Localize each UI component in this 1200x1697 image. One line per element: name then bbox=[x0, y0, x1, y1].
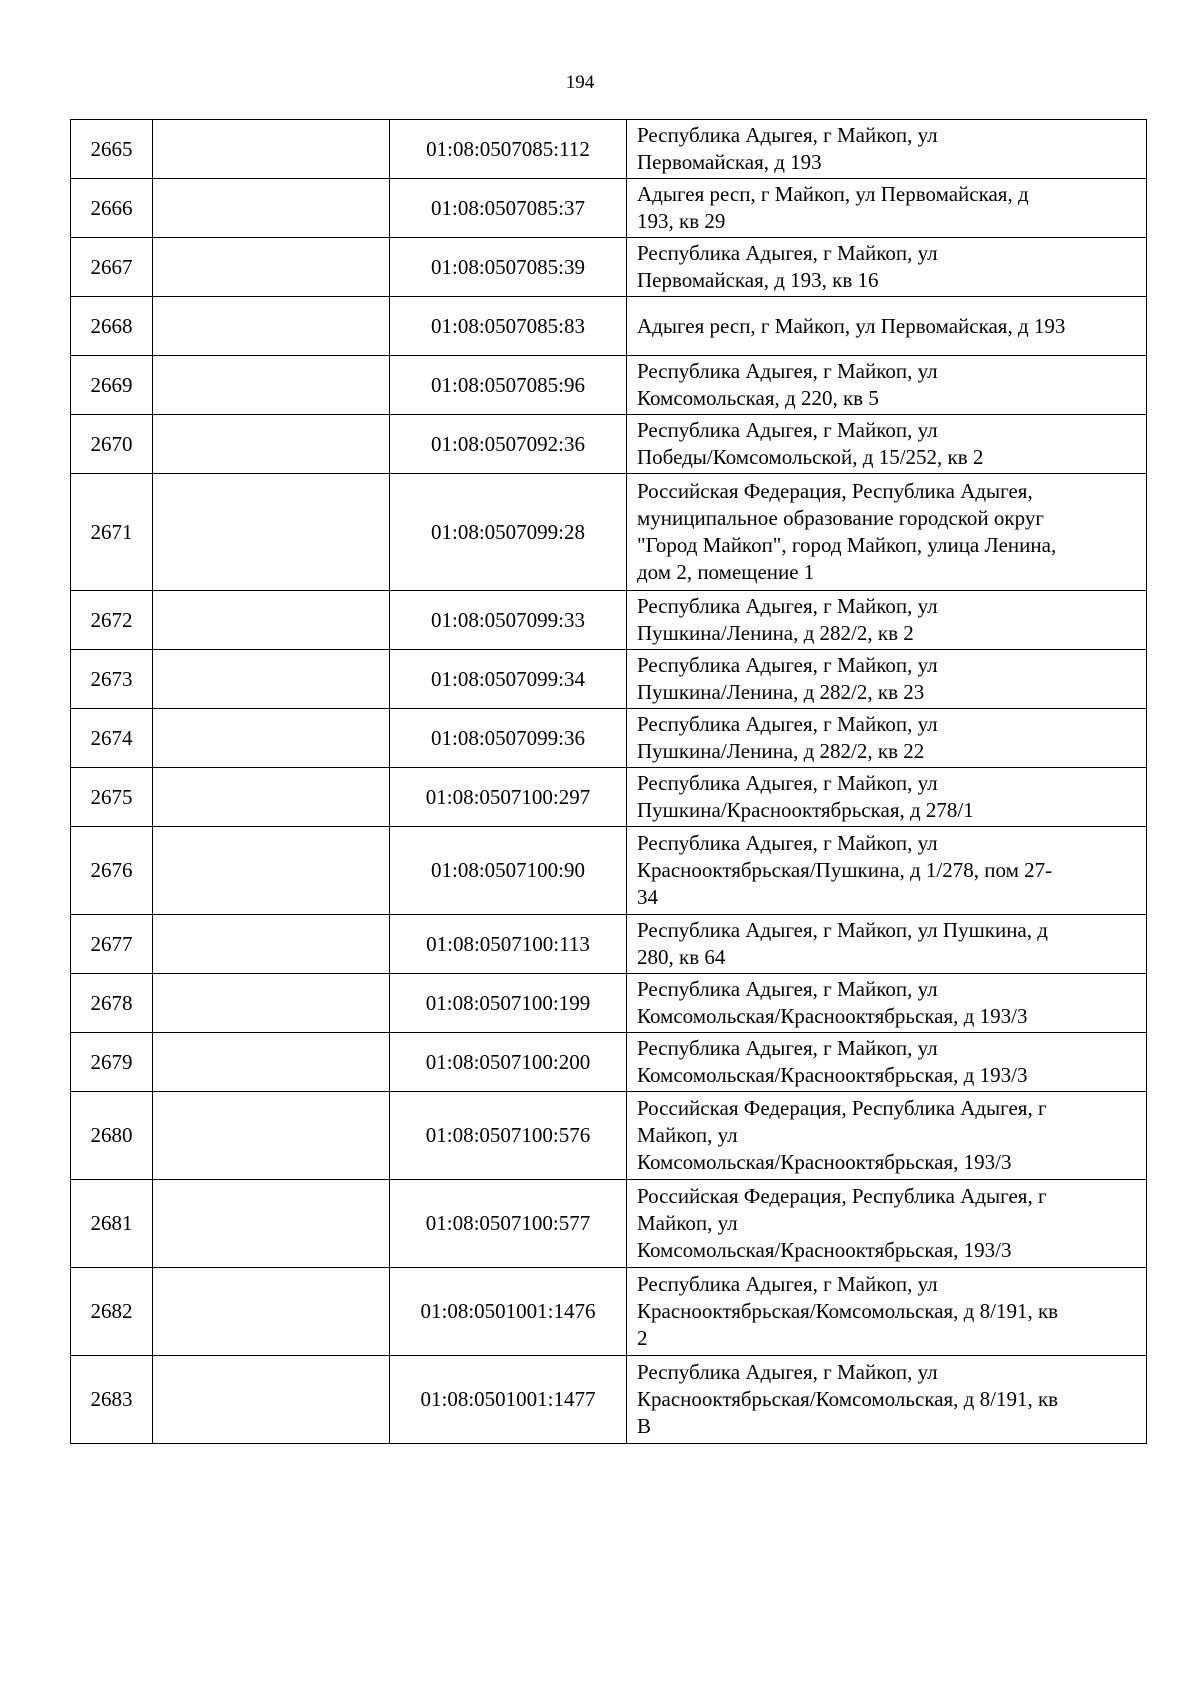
empty-cell bbox=[153, 415, 390, 474]
table-row bbox=[71, 1092, 1147, 1180]
address-line: Российская Федерация, Республика Адыгея, bbox=[637, 479, 1033, 503]
row-number-cell: 2668 bbox=[71, 297, 153, 356]
address-line: Пушкина/Ленина, д 282/2, кв 22 bbox=[637, 739, 925, 763]
row-number-cell: 2677 bbox=[71, 915, 153, 974]
empty-cell bbox=[153, 709, 390, 768]
address-line: 2 bbox=[637, 1326, 648, 1350]
address-cell bbox=[627, 1268, 1147, 1356]
cadastral-number-cell: 01:08:0507085:112 bbox=[390, 120, 627, 179]
row-number-cell: 2667 bbox=[71, 238, 153, 297]
row-number-cell: 2671 bbox=[71, 474, 153, 591]
cadastral-number-cell: 01:08:0501001:1476 bbox=[390, 1268, 627, 1356]
table-row bbox=[71, 179, 1147, 238]
table-row bbox=[71, 974, 1147, 1033]
address-line: Республика Адыгея, г Майкоп, ул bbox=[637, 771, 938, 795]
cadastral-number-cell: 01:08:0507085:96 bbox=[390, 356, 627, 415]
address-line: Майкоп, ул bbox=[637, 1211, 738, 1235]
row-number-cell: 2681 bbox=[71, 1180, 153, 1268]
address-cell bbox=[627, 1033, 1147, 1092]
table-row bbox=[71, 650, 1147, 709]
empty-cell bbox=[153, 474, 390, 591]
address-line: муниципальное образование городской округ bbox=[637, 506, 1044, 530]
address-line: Российская Федерация, Республика Адыгея, г bbox=[637, 1096, 1047, 1120]
table-row bbox=[71, 474, 1147, 591]
address-cell bbox=[627, 827, 1147, 915]
address-line: Республика Адыгея, г Майкоп, ул bbox=[637, 418, 938, 442]
row-number-cell: 2665 bbox=[71, 120, 153, 179]
address-line: Пушкина/Краснооктябрьская, д 278/1 bbox=[637, 798, 974, 822]
empty-cell bbox=[153, 179, 390, 238]
address-line: Майкоп, ул bbox=[637, 1123, 738, 1147]
registry-table-body bbox=[71, 120, 1147, 1444]
table-row bbox=[71, 1180, 1147, 1268]
address-line: Победы/Комсомольской, д 15/252, кв 2 bbox=[637, 445, 984, 469]
empty-cell bbox=[153, 1268, 390, 1356]
address-line: Республика Адыгея, г Майкоп, ул bbox=[637, 241, 938, 265]
address-line: Краснооктябрьская/Комсомольская, д 8/191, кв bbox=[637, 1299, 1059, 1323]
address-line: В bbox=[637, 1414, 652, 1438]
address-line: Республика Адыгея, г Майкоп, ул bbox=[637, 594, 938, 618]
table-row bbox=[71, 238, 1147, 297]
cadastral-number-cell: 01:08:0507100:577 bbox=[390, 1180, 627, 1268]
address-cell bbox=[627, 709, 1147, 768]
table-row bbox=[71, 356, 1147, 415]
empty-cell bbox=[153, 1356, 390, 1444]
empty-cell bbox=[153, 1180, 390, 1268]
address-line: "Город Майкоп", город Майкоп, улица Ленина, bbox=[637, 533, 1057, 557]
address-cell bbox=[627, 179, 1147, 238]
address-line: Республика Адыгея, г Майкоп, ул bbox=[637, 1360, 938, 1384]
address-line: Республика Адыгея, г Майкоп, ул bbox=[637, 831, 938, 855]
address-line: Республика Адыгея, г Майкоп, ул bbox=[637, 977, 938, 1001]
table-row bbox=[71, 1356, 1147, 1444]
address-cell bbox=[627, 238, 1147, 297]
row-number-cell: 2672 bbox=[71, 591, 153, 650]
row-number-cell: 2680 bbox=[71, 1092, 153, 1180]
empty-cell bbox=[153, 974, 390, 1033]
cadastral-number-cell: 01:08:0507085:39 bbox=[390, 238, 627, 297]
address-line: Комсомольская/Краснооктябрьская, 193/3 bbox=[637, 1150, 1012, 1174]
address-cell bbox=[627, 1092, 1147, 1180]
cadastral-number-cell: 01:08:0507100:200 bbox=[390, 1033, 627, 1092]
row-number-cell: 2683 bbox=[71, 1356, 153, 1444]
row-number-cell: 2673 bbox=[71, 650, 153, 709]
address-line: Республика Адыгея, г Майкоп, ул bbox=[637, 653, 938, 677]
empty-cell bbox=[153, 591, 390, 650]
row-number-cell: 2675 bbox=[71, 768, 153, 827]
table-row bbox=[71, 1033, 1147, 1092]
empty-cell bbox=[153, 1033, 390, 1092]
cadastral-number-cell: 01:08:0507099:28 bbox=[390, 474, 627, 591]
cadastral-number-cell: 01:08:0501001:1477 bbox=[390, 1356, 627, 1444]
address-line: Российская Федерация, Республика Адыгея, г bbox=[637, 1184, 1047, 1208]
table-row bbox=[71, 1268, 1147, 1356]
address-line: Краснооктябрьская/Комсомольская, д 8/191, кв bbox=[637, 1387, 1059, 1411]
cadastral-number-cell: 01:08:0507085:37 bbox=[390, 179, 627, 238]
table-row bbox=[71, 768, 1147, 827]
address-cell bbox=[627, 915, 1147, 974]
empty-cell bbox=[153, 297, 390, 356]
address-cell bbox=[627, 591, 1147, 650]
address-line: Комсомольская, д 220, кв 5 bbox=[637, 386, 879, 410]
address-line: дом 2, помещение 1 bbox=[637, 560, 815, 584]
table-row bbox=[71, 827, 1147, 915]
empty-cell bbox=[153, 238, 390, 297]
address-line: Пушкина/Ленина, д 282/2, кв 2 bbox=[637, 621, 914, 645]
registry-table bbox=[70, 119, 1147, 1444]
address-line: 280, кв 64 bbox=[637, 945, 726, 969]
table-row bbox=[71, 915, 1147, 974]
row-number-cell: 2670 bbox=[71, 415, 153, 474]
address-cell bbox=[627, 1180, 1147, 1268]
address-cell bbox=[627, 768, 1147, 827]
table-row bbox=[71, 415, 1147, 474]
address-cell bbox=[627, 650, 1147, 709]
address-line: Республика Адыгея, г Майкоп, ул bbox=[637, 123, 938, 147]
row-number-cell: 2682 bbox=[71, 1268, 153, 1356]
address-line: Республика Адыгея, г Майкоп, ул bbox=[637, 1272, 938, 1296]
row-number-cell: 2666 bbox=[71, 179, 153, 238]
page-number: 194 bbox=[565, 72, 595, 93]
empty-cell bbox=[153, 827, 390, 915]
address-line: Комсомольская/Краснооктябрьская, д 193/3 bbox=[637, 1004, 1028, 1028]
address-line: Краснооктябрьская/Пушкина, д 1/278, пом 27- bbox=[637, 858, 1053, 882]
address-cell bbox=[627, 120, 1147, 179]
cadastral-number-cell: 01:08:0507100:90 bbox=[390, 827, 627, 915]
row-number-cell: 2674 bbox=[71, 709, 153, 768]
address-line: Адыгея респ, г Майкоп, ул Первомайская, д 193 bbox=[637, 313, 1066, 338]
address-line: 193, кв 29 bbox=[637, 209, 726, 233]
address-cell bbox=[627, 297, 1147, 356]
table-row bbox=[71, 591, 1147, 650]
cadastral-number-cell: 01:08:0507085:83 bbox=[390, 297, 627, 356]
address-cell bbox=[627, 474, 1147, 591]
row-number-cell: 2678 bbox=[71, 974, 153, 1033]
address-line: Республика Адыгея, г Майкоп, ул bbox=[637, 712, 938, 736]
address-line: Первомайская, д 193 bbox=[637, 150, 822, 174]
empty-cell bbox=[153, 768, 390, 827]
address-cell bbox=[627, 1356, 1147, 1444]
empty-cell bbox=[153, 120, 390, 179]
address-line: Первомайская, д 193, кв 16 bbox=[637, 268, 879, 292]
empty-cell bbox=[153, 650, 390, 709]
cadastral-number-cell: 01:08:0507100:576 bbox=[390, 1092, 627, 1180]
address-line: Комсомольская/Краснооктябрьская, 193/3 bbox=[637, 1238, 1012, 1262]
empty-cell bbox=[153, 1092, 390, 1180]
cadastral-number-cell: 01:08:0507100:297 bbox=[390, 768, 627, 827]
address-line: 34 bbox=[637, 885, 658, 909]
cadastral-number-cell: 01:08:0507100:113 bbox=[390, 915, 627, 974]
cadastral-number-cell: 01:08:0507099:34 bbox=[390, 650, 627, 709]
cadastral-number-cell: 01:08:0507092:36 bbox=[390, 415, 627, 474]
row-number-cell: 2679 bbox=[71, 1033, 153, 1092]
address-cell bbox=[627, 356, 1147, 415]
address-cell bbox=[627, 415, 1147, 474]
cadastral-number-cell: 01:08:0507100:199 bbox=[390, 974, 627, 1033]
row-number-cell: 2669 bbox=[71, 356, 153, 415]
empty-cell bbox=[153, 356, 390, 415]
table-row bbox=[71, 297, 1147, 356]
address-line: Комсомольская/Краснооктябрьская, д 193/3 bbox=[637, 1063, 1028, 1087]
table-row bbox=[71, 120, 1147, 179]
table-row bbox=[71, 709, 1147, 768]
address-cell bbox=[627, 974, 1147, 1033]
row-number-cell: 2676 bbox=[71, 827, 153, 915]
empty-cell bbox=[153, 915, 390, 974]
address-line: Пушкина/Ленина, д 282/2, кв 23 bbox=[637, 680, 925, 704]
address-line: Республика Адыгея, г Майкоп, ул Пушкина, д bbox=[637, 918, 1048, 942]
address-line: Республика Адыгея, г Майкоп, ул bbox=[637, 359, 938, 383]
cadastral-number-cell: 01:08:0507099:36 bbox=[390, 709, 627, 768]
address-line: Республика Адыгея, г Майкоп, ул bbox=[637, 1036, 938, 1060]
address-line: Адыгея респ, г Майкоп, ул Первомайская, д bbox=[637, 182, 1029, 206]
cadastral-number-cell: 01:08:0507099:33 bbox=[390, 591, 627, 650]
